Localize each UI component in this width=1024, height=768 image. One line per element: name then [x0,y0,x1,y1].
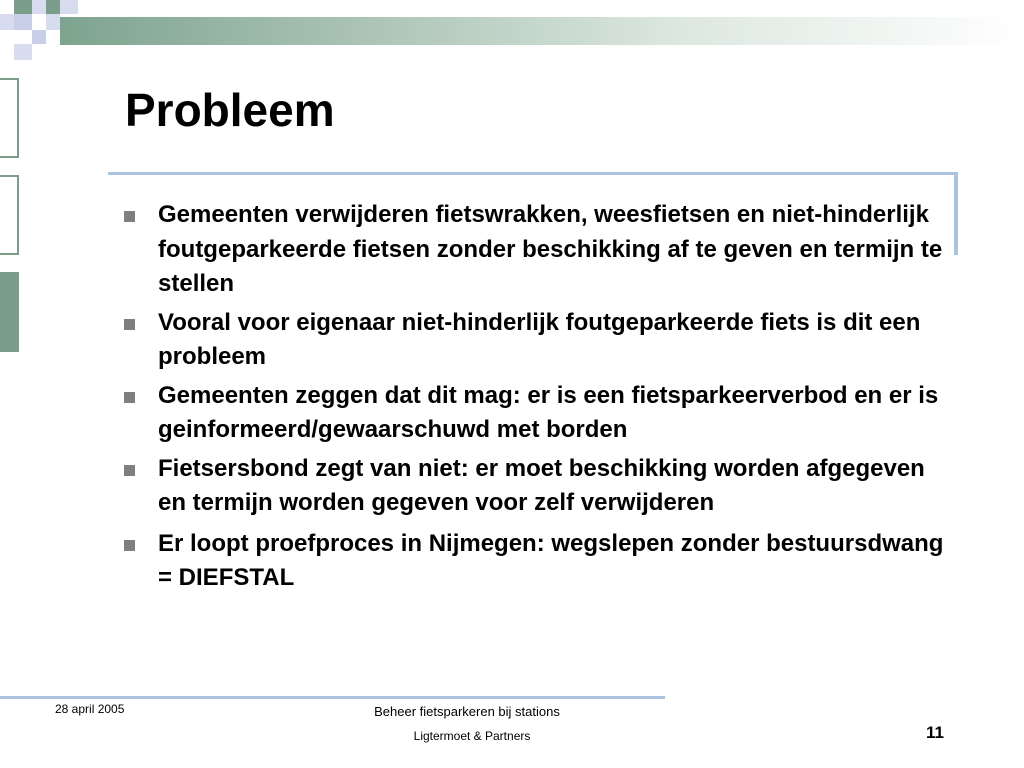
bullet-item [120,306,950,375]
decor-square [14,0,32,14]
decor-square [32,30,46,44]
bullet-text: Gemeenten zeggen dat dit mag: er is een fietsparkeerverbod en er is geinformeerd/gewaarschuwd met borden [158,381,939,443]
footer-date: 28 april 2005 [55,702,125,716]
decor-square [14,14,32,30]
footer-divider [0,696,665,699]
footer-title: Beheer fietsparkeren bij stations [374,704,560,719]
decor-square [32,0,46,14]
content-frame-top-line [108,172,958,175]
bullet-text: Gemeenten verwijderen fietswrakken, weesfietsen en niet-hinderlijk foutgeparkeerde fietsen zonder beschikking af te geven en termijn te stellen [158,201,943,297]
decor-square [46,14,60,30]
decor-square [14,44,32,60]
decor-square [46,0,60,14]
left-decor-box [0,175,19,255]
square-bullet-icon [124,319,135,330]
page-number: 11 [926,723,944,742]
bullet-text: Vooral voor eigenaar niet-hinderlijk foutgeparkeerde fiets is dit een probleem [158,308,921,370]
left-decor-box [0,78,19,158]
slide-title: Probleem [125,84,335,136]
bullet-text: Er loopt proefproces in Nijmegen: wegslepen zonder bestuursdwang = DIEFSTAL [158,529,944,591]
bullet-item [120,379,950,448]
bullet-text: Fietsersbond zegt van niet: er moet beschikking worden afgegeven en termijn worden gegeven voor zelf verwijderen [158,454,925,516]
square-bullet-icon [124,465,135,476]
bullet-list [120,198,950,600]
square-bullet-icon [124,211,135,222]
header-gradient-bar [60,17,1024,45]
decor-square [0,14,14,30]
bullet-item [120,527,950,596]
decor-square [60,0,78,14]
left-decor-box-filled [0,272,19,352]
bullet-item [120,198,950,302]
square-bullet-icon [124,392,135,403]
footer-company: Ligtermoet & Partners [413,729,531,743]
square-bullet-icon [124,540,135,551]
bullet-item [120,452,950,521]
content-frame-right-line [954,175,958,255]
